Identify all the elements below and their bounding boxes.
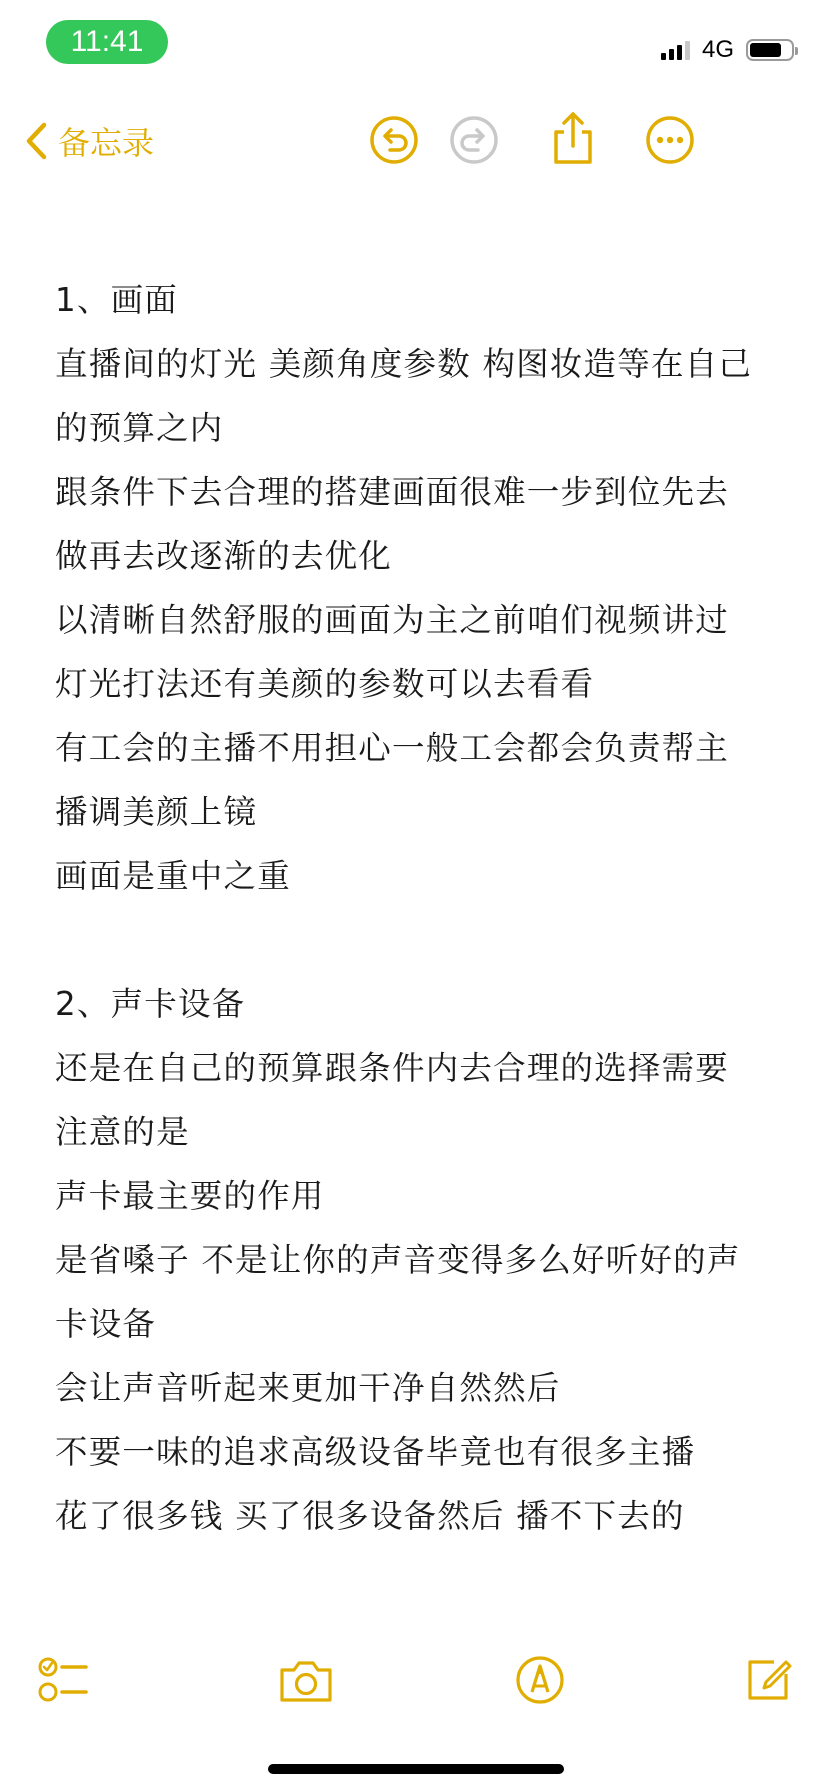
home-indicator: [268, 1764, 564, 1774]
note-line: 跟条件下去合理的搭建画面很难一步到位先去: [55, 473, 730, 511]
note-line: 不要一味的追求高级设备毕竟也有很多主播: [55, 1433, 696, 1471]
markup-icon[interactable]: [512, 1652, 568, 1708]
back-label: 备忘录: [58, 124, 155, 162]
note-line: 1、画面: [55, 281, 178, 319]
compose-icon[interactable]: [740, 1652, 796, 1708]
chevron-left-icon: [24, 121, 48, 161]
note-line: 声卡最主要的作用: [55, 1177, 325, 1215]
battery-icon: [746, 39, 794, 61]
share-icon[interactable]: [546, 108, 600, 168]
status-bar: [0, 0, 828, 92]
status-time: 11:41: [46, 20, 168, 64]
redo-icon[interactable]: [448, 114, 500, 166]
status-indicators: [661, 36, 794, 64]
undo-icon[interactable]: [368, 114, 420, 166]
note-line: 是省嗓子 不是让你的声音变得多么好听好的声: [55, 1241, 741, 1279]
note-line: 直播间的灯光 美颜角度参数 构图妆造等在自己: [55, 345, 753, 383]
battery-level: [750, 43, 781, 57]
more-icon[interactable]: [644, 114, 696, 166]
note-line: 的预算之内: [55, 409, 224, 447]
note-line: 2、声卡设备: [55, 985, 246, 1023]
note-line: 做再去改逐渐的去优化: [55, 537, 393, 575]
note-line: 花了很多钱 买了很多设备然后 播不下去的: [55, 1497, 685, 1535]
note-line: 卡设备: [55, 1305, 157, 1343]
note-line: 有工会的主播不用担心一般工会都会负责帮主: [55, 729, 730, 767]
checklist-icon[interactable]: [36, 1652, 92, 1708]
note-line: 注意的是: [55, 1113, 190, 1151]
back-button[interactable]: [24, 116, 154, 166]
note-line: 以清晰自然舒服的画面为主之前咱们视频讲过: [55, 601, 730, 639]
note-line: [55, 908, 785, 972]
nav-bar: [0, 92, 828, 188]
cellular-signal-icon: [661, 40, 690, 60]
network-type: 4G: [701, 36, 734, 63]
camera-icon[interactable]: [276, 1652, 336, 1708]
note-line: 灯光打法还有美颜的参数可以去看看: [55, 665, 595, 703]
note-line: 画面是重中之重: [55, 857, 291, 895]
note-line: 会让声音听起来更加干净自然然后: [55, 1369, 561, 1407]
note-line: 播调美颜上镜: [55, 793, 258, 831]
note-line: 还是在自己的预算跟条件内去合理的选择需要: [55, 1049, 730, 1087]
